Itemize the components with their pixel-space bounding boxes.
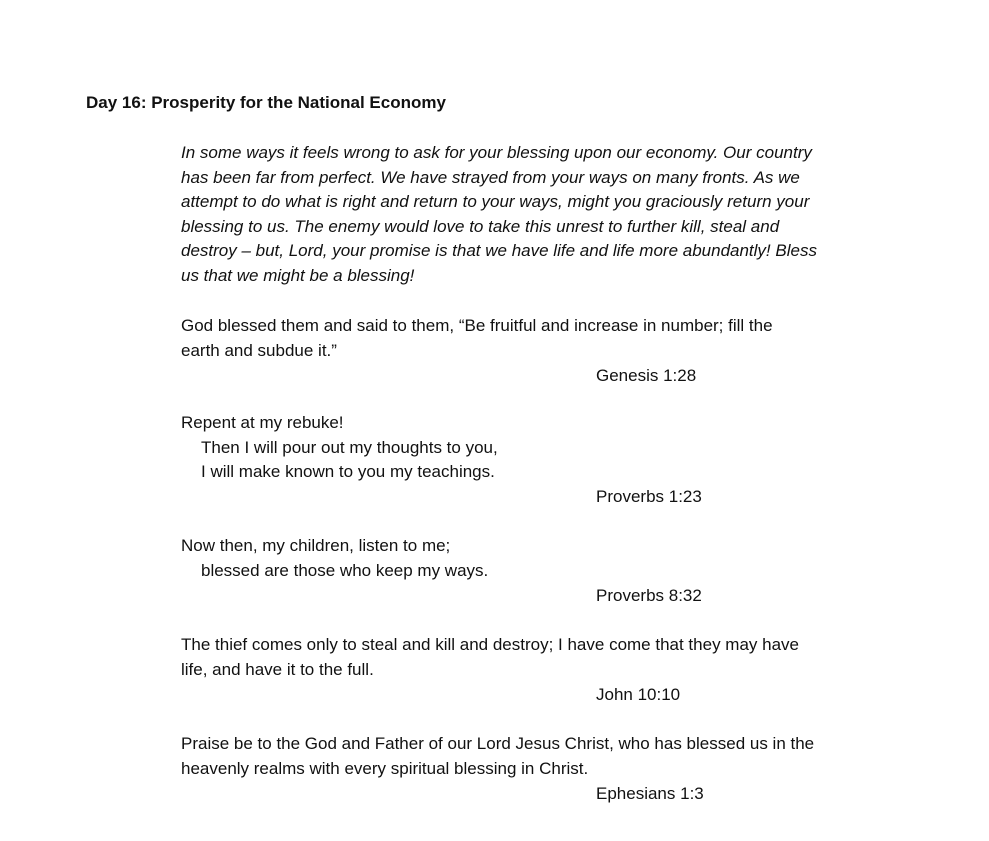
prayer-line: attempt to do what is right and return to your ways, might you graciously return your — [181, 192, 810, 212]
verse-block-ephesians-1-3 — [181, 732, 814, 781]
verse-reference: Proverbs 1:23 — [596, 487, 702, 506]
verse-line: I will make known to you my teachings. — [201, 462, 495, 482]
verse-line: earth and subdue it.” — [181, 340, 337, 360]
verse-line: The thief comes only to steal and kill and destroy; I have come that they may have — [181, 635, 799, 654]
prayer-line: In some ways it feels wrong to ask for your blessing upon our economy. Our country — [181, 143, 812, 162]
prayer-line: destroy – but, Lord, your promise is that we have life and life more abundantly! Bless — [181, 241, 817, 261]
verse-reference: Ephesians 1:3 — [596, 784, 704, 803]
prayer-line: blessing to us. The enemy would love to take this unrest to further kill, steal and — [181, 216, 780, 236]
verse-line: Praise be to the God and Father of our Lord Jesus Christ, who has blessed us in the — [181, 734, 815, 753]
verse-reference: Proverbs 8:32 — [596, 586, 702, 605]
prayer-line: has been far from perfect. We have strayed from your ways on many fronts. As we — [181, 167, 800, 187]
verse-line: Then I will pour out my thoughts to you, — [201, 437, 498, 457]
verse-line: heavenly realms with every spiritual blessing in Christ. — [181, 758, 589, 778]
verse-block-john-10-10 — [181, 633, 799, 682]
verse-block-genesis — [181, 314, 773, 363]
verse-line: life, and have it to the full. — [181, 659, 374, 679]
prayer-paragraph — [181, 141, 926, 289]
verse-reference: John 10:10 — [596, 685, 681, 704]
prayer-line: us that we might be a blessing! — [181, 265, 415, 285]
verse-block-proverbs-1-23 — [181, 411, 498, 485]
verse-reference: Genesis 1:28 — [596, 366, 697, 385]
verse-block-proverbs-8-32 — [181, 534, 488, 583]
verse-line: God blessed them and said to them, “Be fruitful and increase in number; fill the — [181, 316, 773, 335]
verse-line: Now then, my children, listen to me; — [181, 536, 451, 555]
verse-line: blessed are those who keep my ways. — [201, 560, 489, 580]
page-title: Day 16: Prosperity for the National Economy — [86, 93, 446, 112]
verse-line: Repent at my rebuke! — [181, 413, 344, 432]
